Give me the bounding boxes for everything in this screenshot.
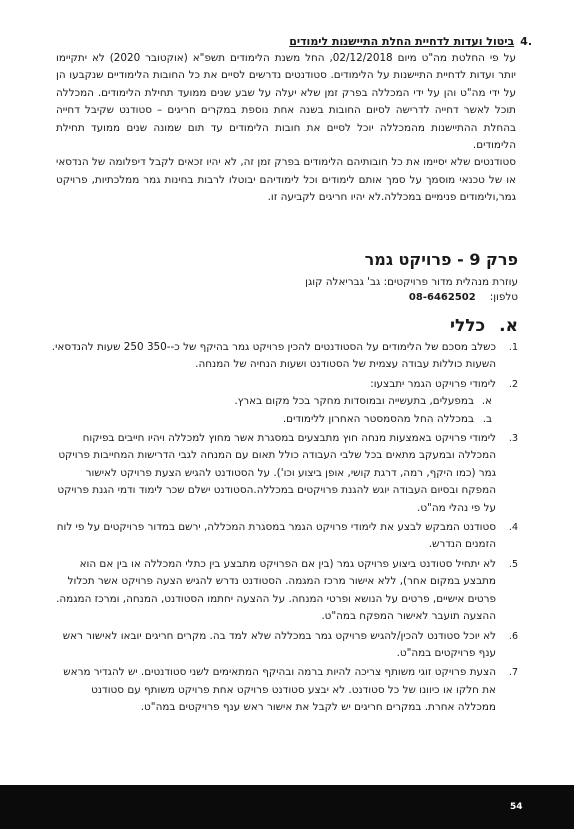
phone-label: טלפון:: [489, 291, 518, 303]
sub-item-letter: ב.: [482, 412, 492, 425]
coordinator-info: [58, 275, 518, 305]
list-item: [50, 519, 518, 554]
list-item-text: לא יוכל סטודנט להכין/להגיש פרויקט גמר במכללה שלא למד בה. מקרים חריגים יובאו לאישור ראש ענף פרויקטים במה"ט.: [62, 629, 496, 659]
chapter-title: פרק 9 - פרויקט גמר: [364, 250, 518, 269]
section-a-letter: א.: [499, 316, 518, 336]
section-4-paragraph: סטודנטים שלא יסיימו את כל חובותיהם הלימודים בפרק זמן זה, לא יהיו זכאים לקבל דיפלומה של הנדסאי או של טכנאי מוסמך על סמך אותם לימודים וכל לימודיהם יבוטלו לרבות בחינות גמר ממלכתיות, פרויקט גמר,ולימודים פנימיים במכללה.לא יהיו חריגים לקביעה זו.: [56, 156, 516, 204]
list-item: [50, 664, 518, 716]
list-item-text: לימודי פרויקט הגמר יתבצעו:: [370, 377, 496, 390]
section-4-paragraph: על פי החלטת מה"ט מיום 02/12/2018, החל משנת הלימודים תשפ"א (אוקטובר 2020) לא יתקיימו יותר ועדות לדחיית התיישנות על הלימודים. סטודנטים נדרשים לסיים את כל החובות הלימודיים שנקבעו הן על ידי מה"ט והן על ידי המכללה בפרק זמן שלא יעלה על שבע שנים ממועד תחילת הלימודים. המכללה תוכל לאשר דחייה לדרישה לסיום החובות בשנה אחת נוספת במקרים חריגים – סטודנט שקיבל דחייה בהחלת ההתיישנות מהמכללה יוכל לסיים את חובות הלימודים עד תום שמונה שנים ממועד תחילת הלימודים.: [56, 52, 516, 152]
coordinator-line: עוזרת מנהלית מדור פרויקטים: גב' גבריאלה קוגן: [305, 276, 518, 288]
list-item: [50, 628, 518, 663]
list-item: [50, 339, 518, 374]
phone-row: [58, 290, 518, 305]
section-a-heading: [58, 314, 518, 338]
list-item-number: 2.: [508, 378, 518, 390]
list-item: [50, 556, 518, 626]
sub-item-text: במפעלים, בתעשייה ובמוסדות מחקר בכל מקום בארץ.: [234, 395, 474, 408]
sub-item: [50, 411, 492, 428]
list-item-number: 4.: [508, 522, 518, 534]
section-4-number: .4: [520, 35, 532, 48]
page-footer-bar: [0, 785, 574, 829]
sub-item-letter: א.: [481, 395, 492, 408]
list-item-text: לימודי פרויקט באמצעות מנחה חוץ מתבצעים במסגרת אשר מחוץ למכללה ויהיו חייבים בפיקוח המכללה ובמעקב מתאים בכל שלבי העבודה כולל תאום עם המנחה לגבי הדרישות המחייבות פרויקט גמר (כמו היקף, רמה, דרגת קושי, אופן ביצוע וכו'). על הסטודנט להגיש הצעת פרויקט לאישור המפקח ובסיום העבודה יוגש להגנת פרויקטים במכללה.הסטודנט ישלם שכר לימוד ודמי הגנת פרויקט על פי נהלי מה"ט.: [57, 432, 496, 514]
list-item-text: לא יתחיל סטודנט ביצוע פרויקט גמר (בין אם הפרויקט מתבצע בין כתלי המכללה או בין אם הוא מתבצע במקום אחר), ללא אישור מרכז המגמה. הסטודנט נדרש להגיש הצעה פרויקט אשר תכלול פרטים אישיים, פרטים על הנושא ופרטי המנחה. על ההצעה יחתמו הסטודנט, המנחה, ומרכז המגמה. ההצעה תועבר לאישור המפקח במה"ט.: [56, 557, 496, 623]
list-item-text: הצעת פרויקט זוגי משותף צריכה להיות ברמה ובהיקף המתאימים לשני סטודנטים. יש להגדיר מראש את חלקו או כיוונו של כל סטודנט. לא יבצע סטודנט פרויקט אחת פרויקט משותף עם סטודנט ממכללה אחרת. במקרים חריגים יש לקבל את אישור ראש ענף פרויקטים במה"ט.: [63, 666, 496, 714]
section-4-title: ביטול ועדות לדחיית החלת התיישנות לימודים: [289, 35, 515, 48]
page-number: 54: [510, 802, 523, 812]
list-item-text: כשלב מסכם של הלימודים על הסטודנטים להכין פרויקט גמר בהיקף של כ--350 250 שעות להנדסאי. השעות כוללות עבודה עצמית של הסטודנט ושעות הנחיה של המנחה.: [51, 341, 496, 371]
list-item-number: 3.: [508, 433, 518, 445]
section-a-list: [50, 339, 518, 719]
section-4-body: [56, 50, 516, 207]
sub-item-text: במכללה החל מהסמסטר האחרון ללימודים.: [282, 412, 474, 425]
list-item: [50, 376, 518, 428]
list-item-text: סטודנט המבקש לבצע את לימודי פרויקט הגמר במסגרת המכללה, ירשם במדור פרויקטים על פי לוח הזמנים הנדרש.: [56, 521, 496, 551]
phone-number: 08-6462502: [408, 292, 476, 303]
section-4-heading: [32, 33, 532, 50]
list-item-number: 7.: [508, 667, 518, 679]
sub-item: [50, 393, 492, 410]
list-item-number: 6.: [508, 630, 518, 642]
list-item-number: 1.: [508, 342, 518, 353]
section-a-title: כללי: [449, 316, 486, 336]
list-item: [50, 430, 518, 517]
list-item-number: 5.: [508, 558, 518, 570]
